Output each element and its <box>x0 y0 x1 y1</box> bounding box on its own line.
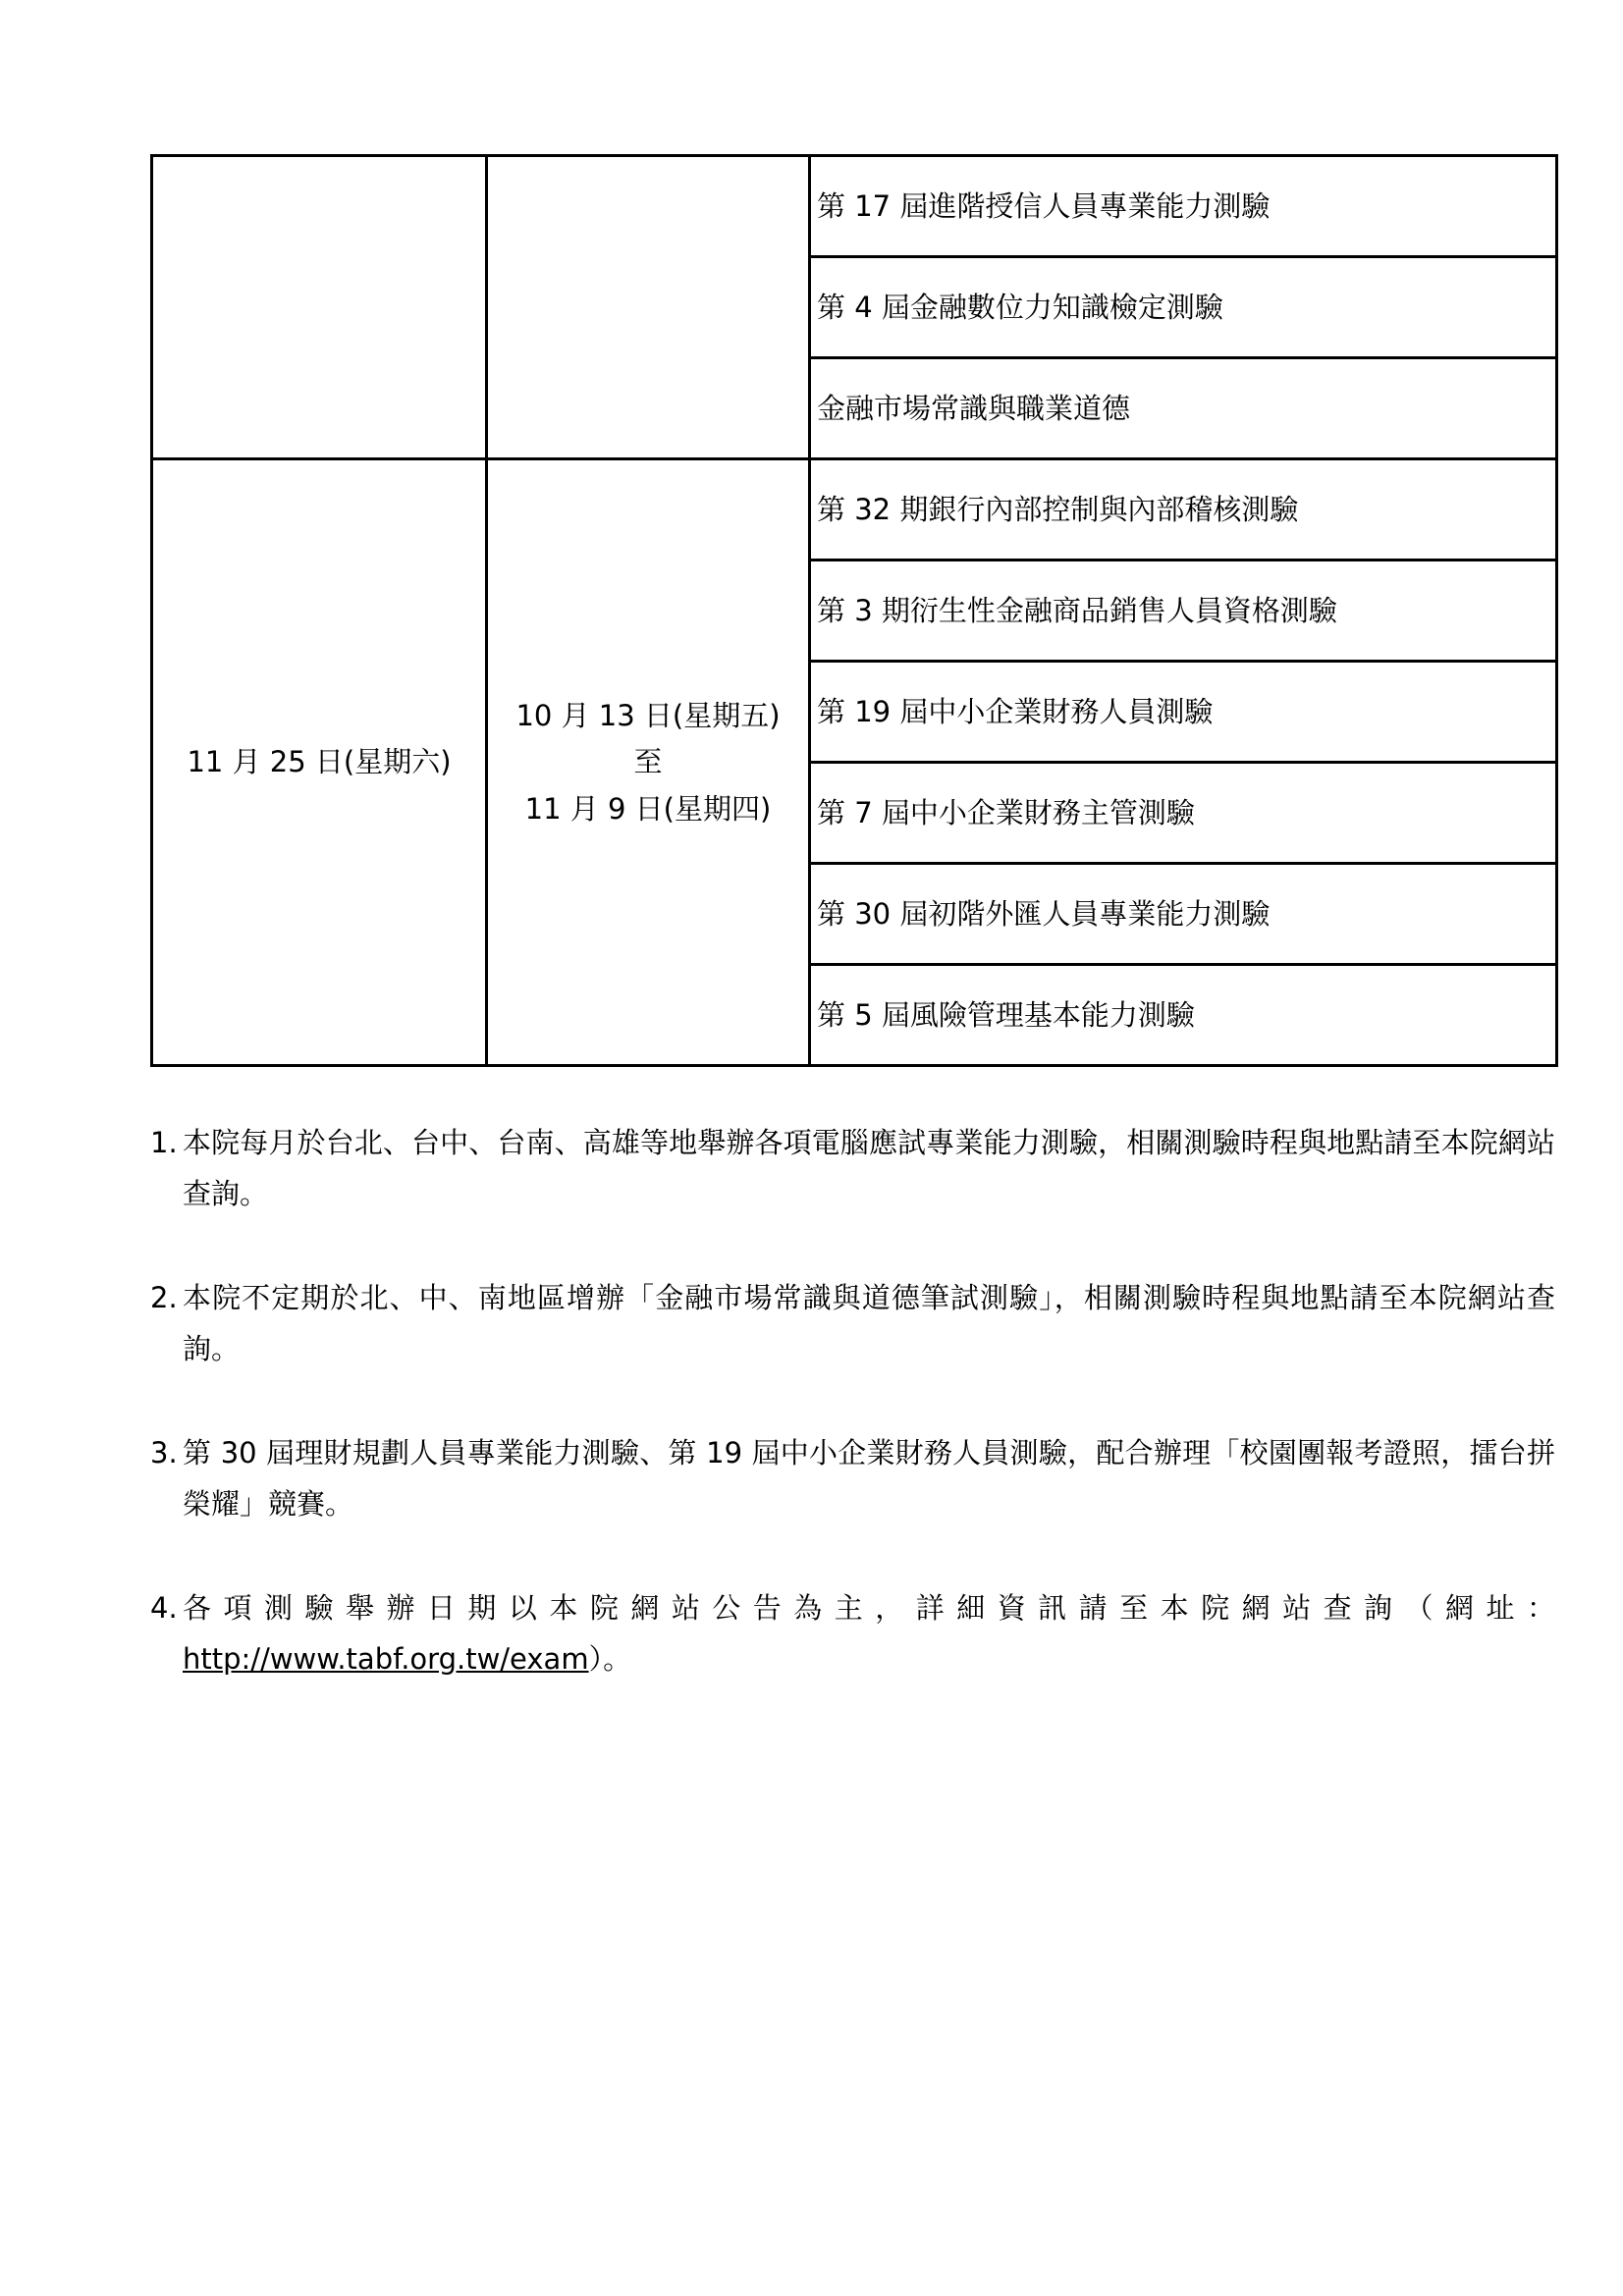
note-text: 本院不定期於北、中、南地區增辦「金融市場常識與道德筆試測驗」，相關測驗時程與地點請至本院網站查詢。 <box>183 1281 1555 1365</box>
note-number: 1. <box>150 1126 178 1159</box>
note-number: 2. <box>150 1281 178 1314</box>
note-text: 第 30 屆理財規劃人員專業能力測驗、第 19 屆中小企業財務人員測驗，配合辦理「校園團報考證照，擂台拼榮耀」競賽。 <box>183 1436 1555 1521</box>
notes-list <box>150 1117 1555 1737</box>
exam-name-cell: 第 5 屆風險管理基本能力測驗 <box>810 965 1557 1066</box>
note-number: 3. <box>150 1436 178 1469</box>
exam-date-cell <box>152 156 487 459</box>
registration-period-cell <box>487 459 810 1066</box>
note-item <box>150 1427 1555 1529</box>
registration-to: 至 <box>633 745 663 779</box>
note-text: 各項測驗舉辦日期以本院網站公告為主，詳細資訊請至本院網站查詢（網址： <box>183 1591 1555 1625</box>
note-number: 4. <box>150 1591 178 1625</box>
registration-start: 10 月 13 日(星期五) <box>515 698 781 732</box>
exam-name-cell: 第 32 期銀行內部控制與內部稽核測驗 <box>810 459 1557 561</box>
exam-name-cell: 第 3 期衍生性金融商品銷售人員資格測驗 <box>810 561 1557 662</box>
exam-name-cell: 第 17 屆進階授信人員專業能力測驗 <box>810 156 1557 257</box>
table-row <box>152 156 1557 257</box>
registration-end: 11 月 9 日(星期四) <box>524 791 772 826</box>
exam-schedule-table <box>150 154 1558 1067</box>
note-text-suffix: ）。 <box>588 1642 632 1676</box>
registration-period-cell <box>487 156 810 459</box>
exam-name-cell: 第 4 屆金融數位力知識檢定測驗 <box>810 257 1557 358</box>
note-text: 本院每月於台北、台中、台南、高雄等地舉辦各項電腦應試專業能力測驗，相關測驗時程與地點請至本院網站查詢。 <box>183 1126 1555 1210</box>
exam-name-cell: 第 7 屆中小企業財務主管測驗 <box>810 763 1557 864</box>
exam-name-cell: 第 19 屆中小企業財務人員測驗 <box>810 662 1557 763</box>
note-item <box>150 1272 1555 1374</box>
exam-name-cell: 金融市場常識與職業道德 <box>810 358 1557 459</box>
exam-name-cell: 第 30 屆初階外匯人員專業能力測驗 <box>810 864 1557 965</box>
table-row <box>152 459 1557 561</box>
note-item <box>150 1582 1555 1684</box>
exam-website-link[interactable]: http://www.tabf.org.tw/exam <box>183 1642 589 1676</box>
note-item <box>150 1117 1555 1219</box>
exam-date-cell: 11 月 25 日(星期六) <box>152 459 487 1066</box>
note-text-container <box>183 1582 1555 1684</box>
